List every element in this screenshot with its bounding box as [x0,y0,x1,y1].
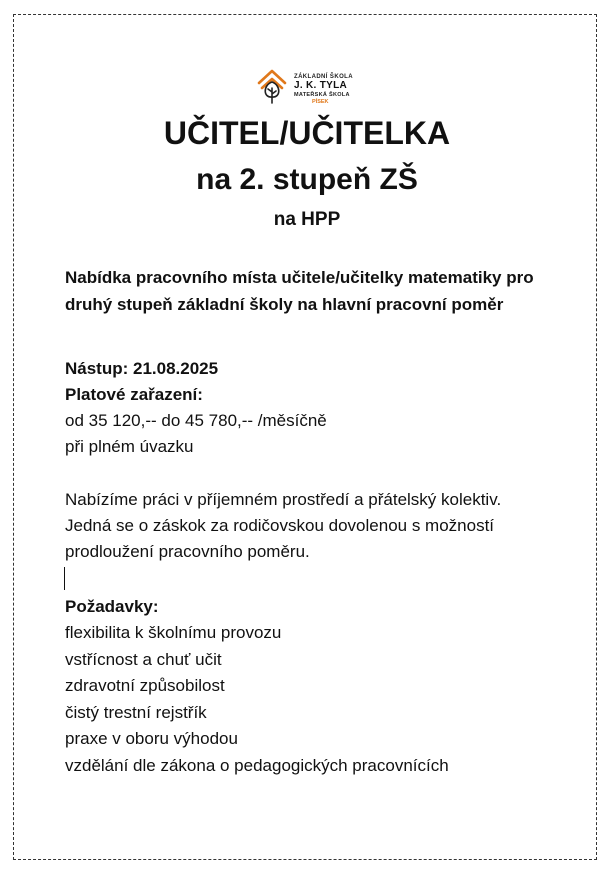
list-item: vzdělání dle zákona o pedagogických pracovnících [65,755,449,775]
tree-house-icon [256,68,290,106]
start-date: Nástup: 21.08.2025 [65,359,219,378]
salary-range: od 35 120,-- do 45 780,-- /měsíčně [65,411,327,430]
list-item: zdravotní způsobilost [65,676,225,695]
logo-text-town: PÍSEK [312,99,329,105]
requirements-list [65,620,565,779]
spacer [65,460,565,487]
list-item: praxe v oboru výhodou [65,729,238,748]
page-subtitle: na 2. stupeň ZŠ [196,163,418,196]
job-intro: Nabídka pracovního místa učitele/učitelky matematiky pro druhý stupeň základní školy na hlavní pracovní poměr [65,268,534,314]
list-item: čistý trestní rejstřík [65,702,207,722]
document-body [65,356,565,779]
list-item: vstřícnost a chuť učit [65,649,222,669]
offer-text: Nabízíme práci v příjemném prostředí a přátelský kolektiv. [65,490,502,509]
school-logo [256,68,356,106]
logo-text-name: J. K. TYLA [294,80,348,91]
salary-heading: Platové zařazení: [65,385,203,404]
page-title: UČITEL/UČITELKA [163,115,451,151]
substitute-text: Jedná se o záskok za rodičovskou dovolenou s možností prodloužení pracovního poměru. [65,516,495,561]
logo-text-zakladni-skola: ZÁKLADNÍ ŠKOLA [294,74,353,80]
text-cursor[interactable] [64,567,65,590]
salary-note: při plném úvazku [65,437,194,456]
employment-type: na HPP [273,209,341,230]
requirements-heading: Požadavky: [65,597,159,616]
list-item: flexibilita k školnímu provozu [65,623,282,642]
logo-text-materska-skola: MATEŘSKÁ ŠKOLA [294,92,350,98]
